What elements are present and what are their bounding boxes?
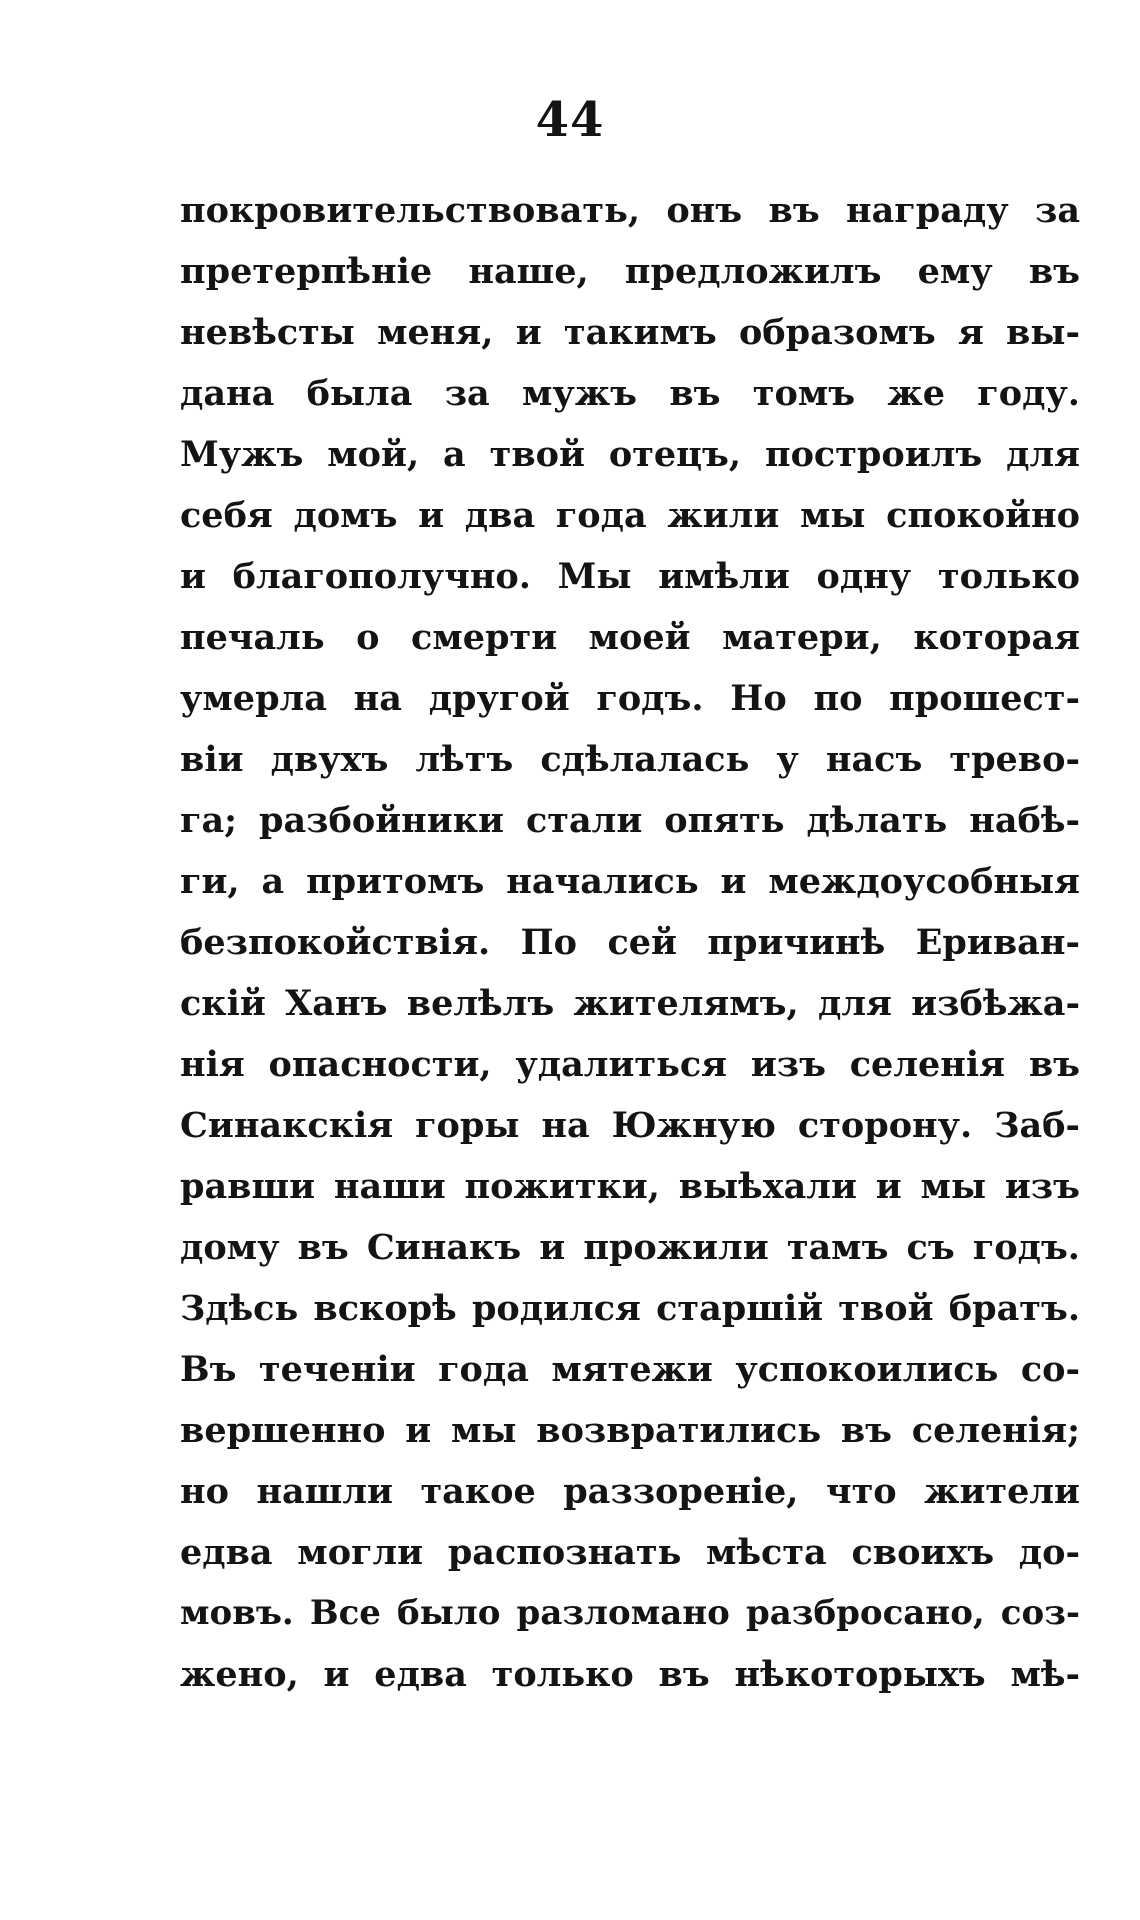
page-number: 44 [535, 92, 605, 148]
text-line: вершенно и мы возвратились въ селенія; [180, 1410, 1080, 1451]
text-line: Здѣсь вскорѣ родился старшій твой братъ. [180, 1288, 1080, 1329]
text-line: ги, а притомъ начались и междоусобныя [180, 861, 1080, 902]
text-line: невѣсты меня, и такимъ образомъ я вы- [180, 312, 1080, 353]
text-line: Мужъ мой, а твой отецъ, построилъ для [180, 434, 1080, 475]
text-line: Синакскія горы на Южную сторону. Заб- [180, 1105, 1080, 1146]
text-line: віи двухъ лѣтъ сдѣлалась у насъ трево- [180, 739, 1080, 780]
text-line: га; разбойники стали опять дѣлать набѣ- [180, 800, 1080, 841]
text-line: равши наши пожитки, выѣхали и мы изъ [180, 1166, 1080, 1207]
text-line: но нашли такое раззореніе, что жители [180, 1471, 1080, 1512]
text-line: себя домъ и два года жили мы спокойно [180, 495, 1080, 536]
text-line: печаль о смерти моей матери, которая [180, 617, 1080, 658]
text-line: безпокойствія. По сей причинѣ Ериван- [180, 922, 1080, 963]
text-line: нія опасности, удалиться изъ селенія въ [180, 1044, 1080, 1085]
text-line: покровительствовать, онъ въ награду за [180, 190, 1080, 231]
text-line: скій Ханъ велѣлъ жителямъ, для избѣжа- [180, 983, 1080, 1024]
text-line: и благополучно. Мы имѣли одну только [180, 556, 1080, 597]
text-line: дана была за мужъ въ томъ же году. [180, 373, 1080, 414]
text-line: претерпѣніе наше, предложилъ ему въ [180, 251, 1080, 292]
text-line: едва могли распознать мѣста своихъ до- [180, 1532, 1080, 1573]
text-line: дому въ Синакъ и прожили тамъ съ годъ. [180, 1227, 1080, 1268]
body-text [180, 180, 1080, 1705]
text-line: жено, и едва только въ нѣкоторыхъ мѣ- [180, 1654, 1080, 1695]
text-line: умерла на другой годъ. Но по прошест- [180, 678, 1080, 719]
text-line: Въ теченіи года мятежи успокоились со- [180, 1349, 1080, 1390]
text-line: мовъ. Все было разломано разбросано, соз- [180, 1593, 1080, 1633]
